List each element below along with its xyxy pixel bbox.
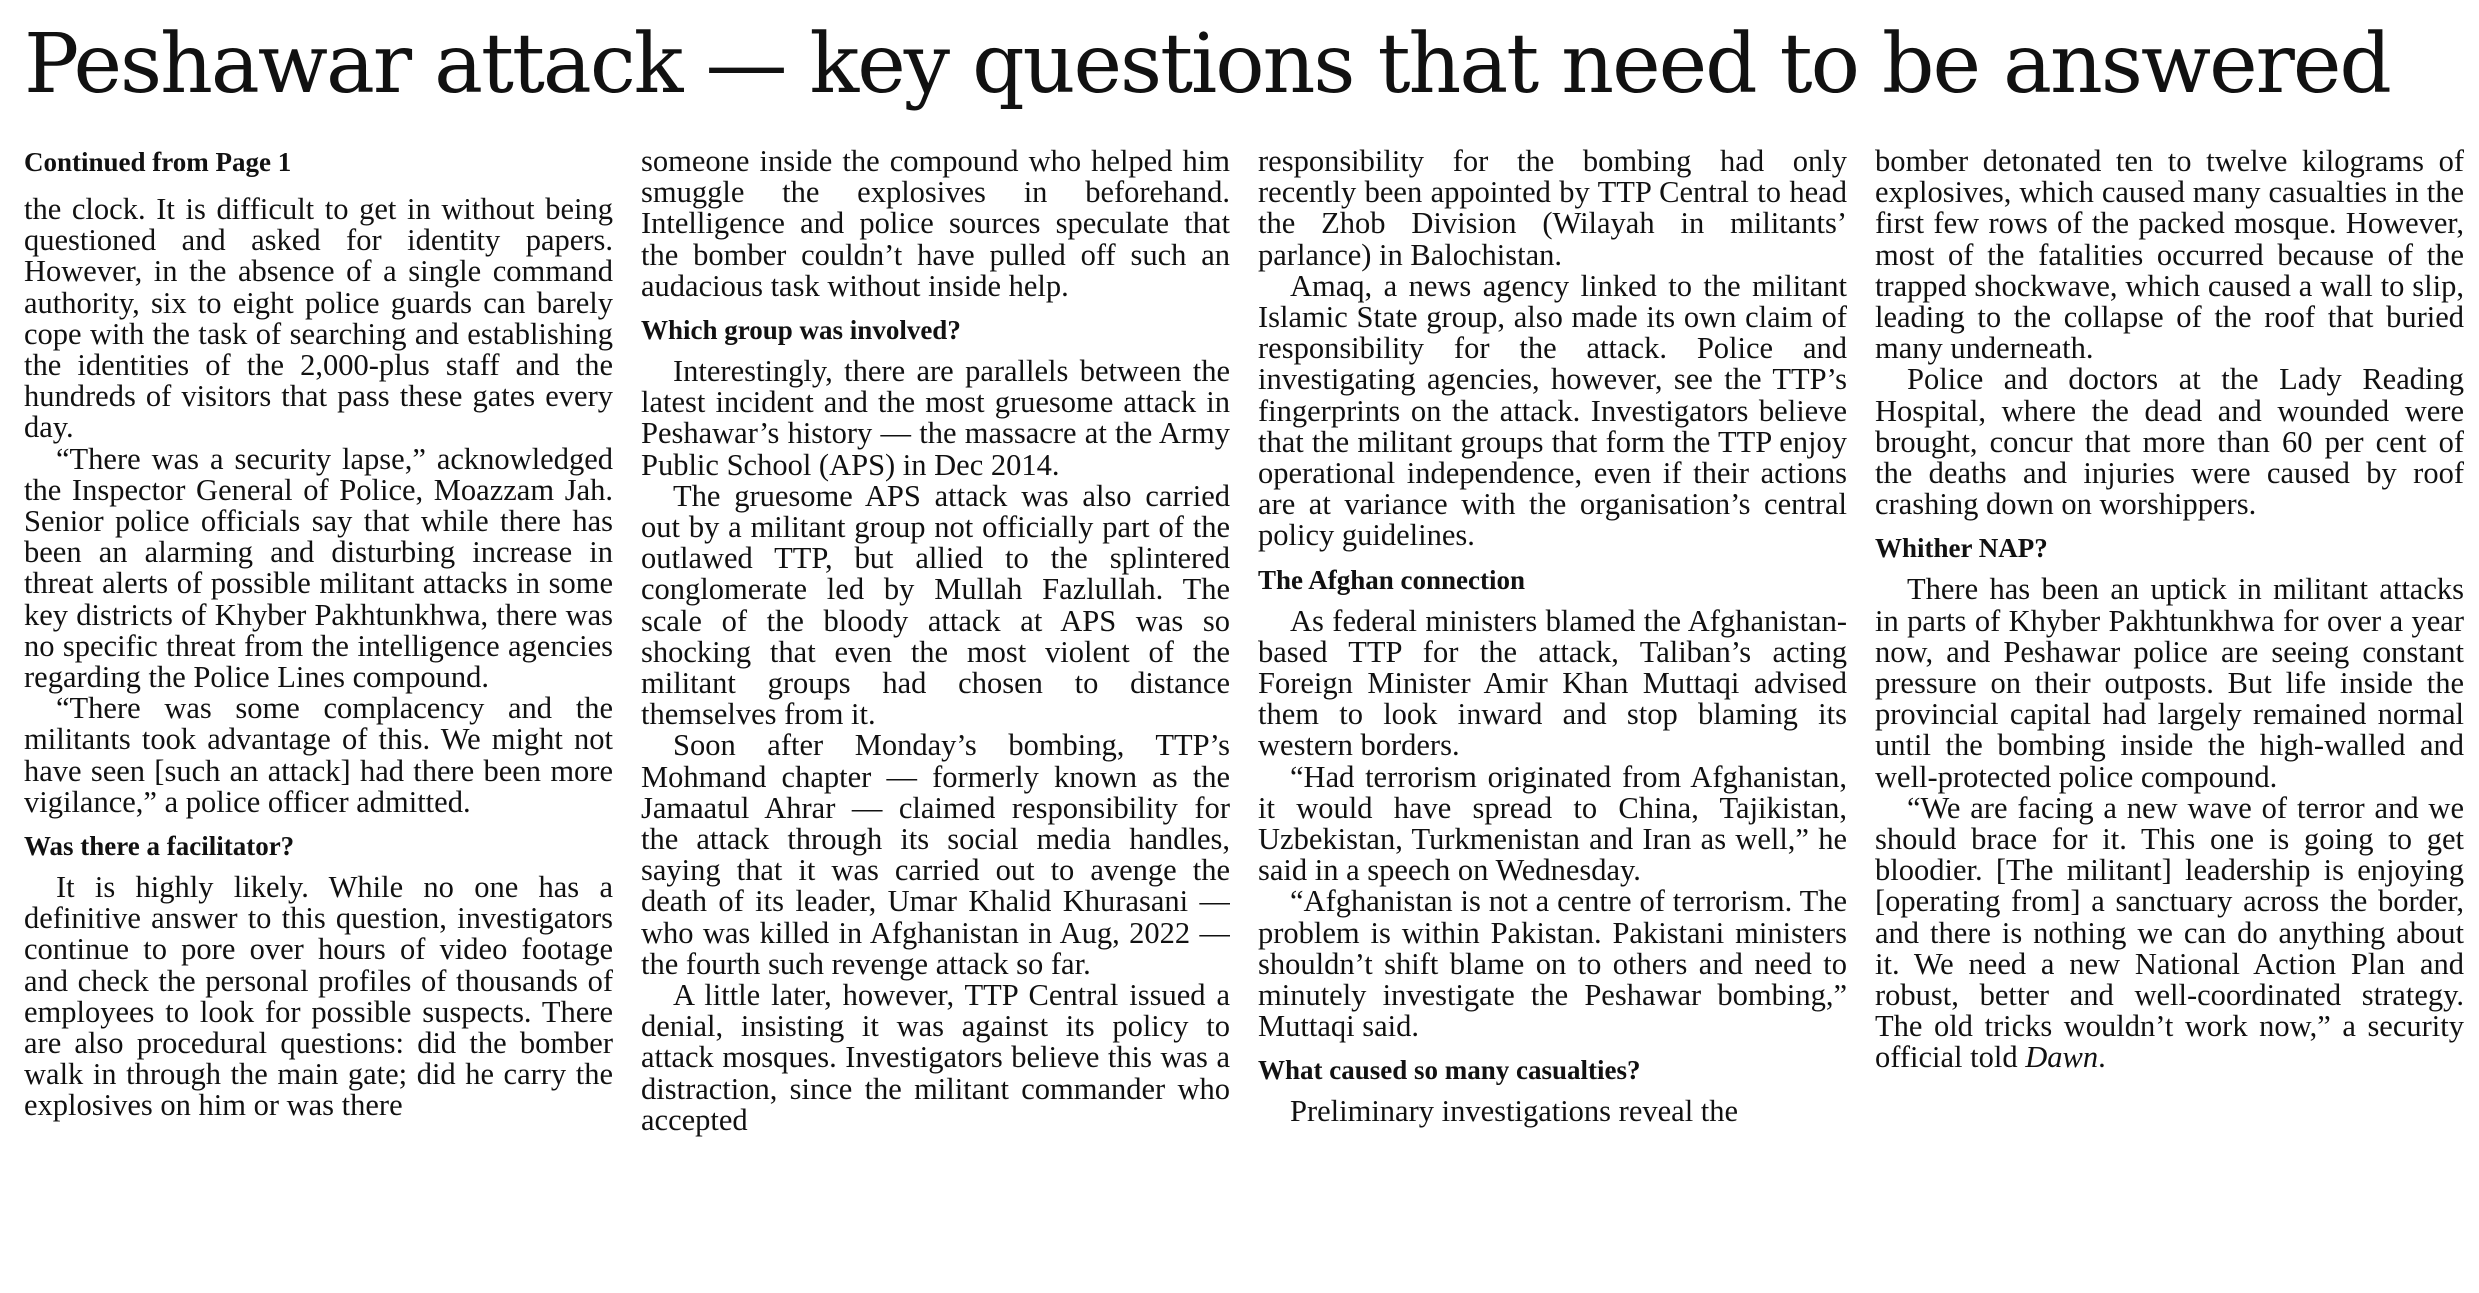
- column-2: [641, 146, 1230, 1286]
- paragraph: It is highly likely. While no one has a definitive answer to this question, investigators continue to pore over hours of video footage and check the personal profiles of thousands of employees to look for possible suspects. There are also procedural questions: did the bomber walk in through the main gate; did he carry the explosives on him or was there: [24, 870, 613, 1123]
- paragraph: “There was a security lapse,” acknowledged the Inspector General of Police, Moazzam Jah. Senior police officials say that while there has been an alarming and disturbing increase in threat alerts of possible militant attacks in some key districts of Khyber Pakhtunkhwa, there was no specific threat from the intelligence agencies regarding the Police Lines compound.: [24, 441, 613, 695]
- paragraph: As federal ministers blamed the Afghanistan-based TTP for the attack, Taliban’s acting Foreign Minister Amir Khan Muttaqi advised them to look inward and stop blaming its western borders.: [1258, 603, 1847, 763]
- paragraph: “Afghanistan is not a centre of terrorism. The problem is within Pakistan. Pakistani ministers shouldn’t shift blame on to others and need to minutely investigate the Peshawar bombing,” Muttaqi said.: [1258, 884, 1847, 1044]
- article-columns: [24, 146, 2464, 1286]
- newspaper-name: Dawn: [2025, 1040, 2099, 1075]
- paragraph-final: [1875, 790, 2464, 1075]
- subheading-casualties: What caused so many casualties?: [1258, 1055, 1641, 1086]
- paragraph: someone inside the compound who helped him smuggle the explosives in beforehand. Intelligence and police sources speculate that the bomber couldn’t have pulled off such an audacious task without inside help.: [641, 146, 1230, 303]
- subheading-group: Which group was involved?: [641, 315, 961, 346]
- headline: Peshawar attack — key questions that need to be answered: [24, 17, 2390, 112]
- paragraph-end: .: [2098, 1040, 2106, 1075]
- paragraph-text: “We are facing a new wave of terror and we should brace for it. This one is going to get bloodier. [The militant] leadership is enjoying [operating from] a sanctuary across the border, and there is nothing we can do anything about it. We need a new National Action Plan and robust, better and well-coordinated strategy. The old tricks wouldn’t work now,” a security official told: [1875, 790, 2464, 1075]
- paragraph: Interestingly, there are parallels between the latest incident and the most gruesome attack in Peshawar’s history — the massacre at the Army Public School (APS) in Dec 2014.: [641, 354, 1230, 482]
- column-1: [24, 146, 613, 1286]
- paragraph: “Had terrorism originated from Afghanistan, it would have spread to China, Tajikistan, Uzbekistan, Turkmenistan and Iran as well,” he said in a speech on Wednesday.: [1258, 759, 1847, 888]
- column-4: [1875, 146, 2464, 1286]
- paragraph: Preliminary investigations reveal the: [1290, 1094, 1739, 1129]
- paragraph: There has been an uptick in militant attacks in parts of Khyber Pakhtunkhwa for over a year now, and Peshawar police are seeing constant pressure on their outposts. But life inside the provincial capital had largely remained normal until the bombing inside the high-walled and well-protected police compound.: [1875, 572, 2464, 794]
- subheading-facilitator: Was there a facilitator?: [24, 831, 295, 862]
- paragraph: bomber detonated ten to twelve kilograms of explosives, which caused many casualties in the first few rows of the packed mosque. However, most of the fatalities occurred because of the trapped shockwave, which caused a wall to slip, leading to the collapse of the roof that buried many underneath.: [1875, 146, 2464, 366]
- paragraph: Police and doctors at the Lady Reading Hospital, where the dead and wounded were brought, concur that more than 60 per cent of the deaths and injuries were caused by roof crashing down on worshippers.: [1875, 362, 2464, 522]
- paragraph: responsibility for the bombing had only recently been appointed by TTP Central to head the Zhob Division (Wilayah in militants’ parlance) in Balochistan.: [1258, 146, 1847, 272]
- paragraph: Amaq, a news agency linked to the militant Islamic State group, also made its own claim of responsibility for the attack. Police and investigating agencies, however, see the TTP’s fingerprints on the attack. Investigators believe that the militant groups that form the TTP enjoy operational independence, even if their actions are at variance with the organisation’s central policy guidelines.: [1258, 268, 1847, 553]
- paragraph: the clock. It is difficult to get in without being questioned and asked for identity papers. However, in the absence of a single command authority, six to eight police guards can barely cope with the task of searching and establishing the identities of the 2,000-plus staff and the hundreds of visitors that pass these gates every day.: [24, 192, 613, 445]
- paragraph: Soon after Monday’s bombing, TTP’s Mohmand chapter — formerly known as the Jamaatul Ahrar — claimed responsibility for the attack through its social media handles, saying that it was carried out to avenge the death of its leader, Umar Khalid Khurasani — who was killed in Afghanistan in Aug, 2022 — the fourth such revenge attack so far.: [641, 728, 1230, 981]
- column-3: [1258, 146, 1847, 1286]
- subheading-nap: Whither NAP?: [1875, 533, 2048, 564]
- paragraph: “There was some complacency and the militants took advantage of this. We might not have seen [such an attack] had there been more vigilance,” a police officer admitted.: [24, 691, 613, 819]
- continued-label: Continued from Page 1: [24, 147, 292, 177]
- subheading-afghan-connection: The Afghan connection: [1258, 564, 1526, 595]
- paragraph: The gruesome APS attack was also carried out by a militant group not officially part of the outlawed TTP, but allied to the splintered conglomerate led by Mullah Fazlullah. The scale of the bloody attack at APS was so shocking that even the most violent of the militant groups had chosen to distance themselves from it.: [641, 478, 1230, 732]
- paragraph: A little later, however, TTP Central issued a denial, insisting it was against its policy to attack mosques. Investigators believe this was a distraction, since the militant commander who accepted: [641, 978, 1230, 1137]
